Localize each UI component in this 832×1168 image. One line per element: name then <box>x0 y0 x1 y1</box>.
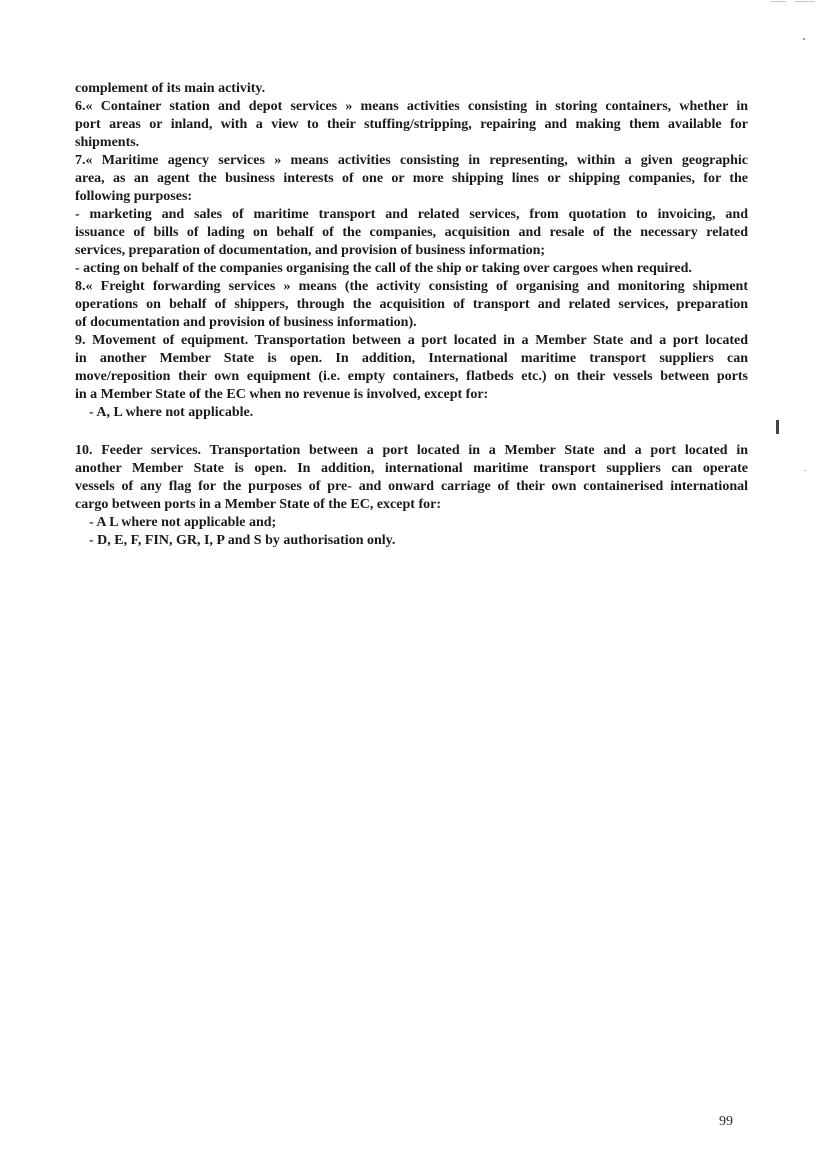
paragraph-line: 7.« Maritime agency services » means activities consisting in representing, within a given geographic <box>75 153 748 168</box>
scan-speck <box>776 420 779 434</box>
paragraph-line: in another Member State is open. In addition, International maritime transport suppliers can <box>75 351 748 366</box>
paragraph-line: - acting on behalf of the companies organising the call of the ship or taking over cargoes when required. <box>75 261 692 276</box>
scan-edge-mark <box>795 1 815 2</box>
paragraph-line: operations on behalf of shippers, through the acquisition of transport and related services, preparation <box>75 297 748 312</box>
scan-edge-mark <box>770 1 786 2</box>
paragraph-line: 10. Feeder services. Transportation between a port located in a Member State and a port located in <box>75 443 748 458</box>
paragraph-spacer <box>75 422 748 442</box>
paragraph-line: of documentation and provision of business information). <box>75 315 417 330</box>
page-number: 99 <box>719 1114 733 1129</box>
paragraph-line: vessels of any flag for the purposes of pre- and onward carriage of their own containerised international <box>75 479 748 494</box>
paragraph-line: area, as an agent the business interests of one or more shipping lines or shipping companies, for the <box>75 171 748 186</box>
paragraph-line: in a Member State of the EC when no revenue is involved, except for: <box>75 387 489 402</box>
list-item: - D, E, F, FIN, GR, I, P and S by authorisation only. <box>89 533 396 548</box>
document-body <box>75 80 748 550</box>
paragraph-line: shipments. <box>75 135 140 150</box>
scan-speck <box>805 470 806 471</box>
scan-speck <box>803 38 805 40</box>
paragraph-line: port areas or inland, with a view to their stuffing/stripping, repairing and making them available for <box>75 117 748 132</box>
list-item: - A, L where not applicable. <box>89 405 254 420</box>
paragraph-line: 9. Movement of equipment. Transportation between a port located in a Member State and a port located <box>75 333 748 348</box>
paragraph-line: 8.« Freight forwarding services » means (the activity consisting of organising and monitoring shipment <box>75 279 748 294</box>
paragraph-line: services, preparation of documentation, and provision of business information; <box>75 243 546 258</box>
paragraph-line: complement of its main activity. <box>75 81 266 96</box>
paragraph-line: another Member State is open. In addition, international maritime transport suppliers can operate <box>75 461 748 476</box>
paragraph-line: following purposes: <box>75 189 193 204</box>
paragraph-line: cargo between ports in a Member State of the EC, except for: <box>75 497 441 512</box>
paragraph-line: 6.« Container station and depot services » means activities consisting in storing containers, whether in <box>75 99 748 114</box>
paragraph-line: - marketing and sales of maritime transport and related services, from quotation to invoicing, and <box>75 207 748 222</box>
list-item: - A L where not applicable and; <box>89 515 277 530</box>
paragraph-line: issuance of bills of lading on behalf of the companies, acquisition and resale of the necessary related <box>75 225 748 240</box>
paragraph-line: move/reposition their own equipment (i.e. empty containers, flatbeds etc.) on their vessels between ports <box>75 369 748 384</box>
